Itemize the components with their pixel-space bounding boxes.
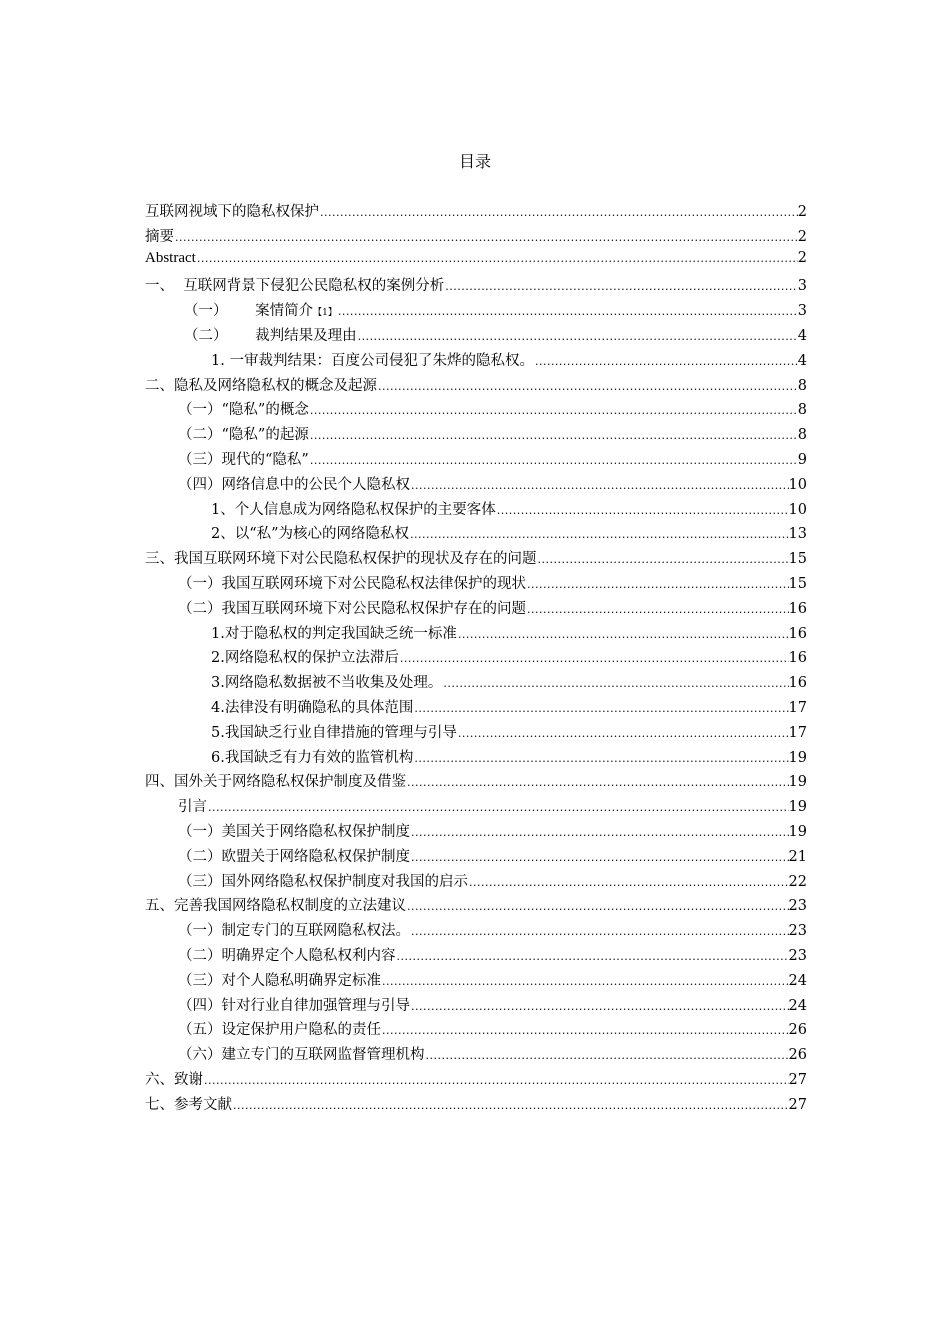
toc-entry-text: （二）明确界定个人隐私权利内容: [178, 947, 396, 964]
toc-leader-dots: [309, 429, 798, 442]
toc-entry-page: 22: [788, 873, 807, 890]
toc-entry[interactable]: [145, 646, 807, 671]
toc-entry[interactable]: [145, 374, 807, 399]
toc-leader-dots: [413, 752, 788, 765]
toc-entry-page: 15: [788, 575, 807, 592]
toc-entry-page: 19: [788, 799, 807, 816]
toc-entry[interactable]: [145, 572, 807, 597]
toc-entry-page: 13: [788, 526, 807, 543]
toc-entry-text: （二）我国互联网环境下对公民隐私权保护存在的问题: [178, 600, 526, 617]
toc-leader-dots: [496, 504, 789, 517]
toc-entry[interactable]: [145, 770, 807, 795]
toc-entry-text: （三）国外网络隐私权保护制度对我国的启示: [178, 873, 468, 890]
toc-entry-page: 19: [788, 749, 807, 766]
toc-entry[interactable]: [145, 597, 807, 622]
toc-entry-page: 26: [788, 1047, 807, 1064]
toc-entry-page: 23: [788, 923, 807, 940]
toc-entry-page: 26: [788, 1022, 807, 1039]
toc-entry[interactable]: [145, 894, 807, 919]
toc-entry[interactable]: [145, 250, 807, 275]
toc-entry-text: 5.我国缺乏行业自律措施的管理与引导: [211, 724, 457, 741]
toc-entry[interactable]: [145, 721, 807, 746]
toc-entry-text: 3.网络隐私数据被不当收集及处理。: [211, 675, 443, 692]
toc-entry-page: 23: [788, 947, 807, 964]
toc-entry[interactable]: [145, 969, 807, 994]
toc-entry-text: （二） 裁判结果及理由: [184, 327, 357, 344]
toc-entry-text: 一、 互联网背景下侵犯公民隐私权的案例分析: [145, 278, 445, 295]
toc-entry-text: 6.我国缺乏有力有效的监管机构: [211, 749, 414, 766]
toc-leader-dots: [309, 454, 798, 467]
toc-entry-text: （三）对个人隐私明确界定标准: [178, 972, 381, 989]
toc-entry-page: 8: [797, 377, 807, 394]
toc-entry-text: （二）“隐私”的起源: [178, 427, 309, 444]
toc-leader-dots: [410, 925, 789, 938]
toc-leader-dots: [207, 801, 789, 814]
toc-entry-page: 8: [797, 427, 807, 444]
toc-entry-text: 2、以“私”为核心的网络隐私权: [211, 526, 410, 543]
toc-entry-page: 19: [788, 823, 807, 840]
toc-entry-text: 1. 一审裁判结果：百度公司侵犯了朱烨的隐私权。: [211, 352, 534, 369]
toc-entry[interactable]: [145, 870, 807, 895]
toc-entry-text: （一）美国关于网络隐私权保护制度: [178, 823, 410, 840]
toc-entry-text: 七、参考文献: [145, 1096, 232, 1113]
toc-leader-dots: [406, 776, 789, 789]
toc-entry[interactable]: [145, 622, 807, 647]
toc-entry-page: 2: [797, 249, 807, 266]
toc-title: 目录: [458, 152, 491, 171]
toc-entry-page: 3: [797, 278, 807, 295]
toc-leader-dots: [526, 578, 789, 591]
toc-entry[interactable]: [145, 398, 807, 423]
toc-entry-page: 24: [788, 997, 807, 1014]
toc-entry[interactable]: [145, 820, 807, 845]
toc-entry-text: 引言: [178, 799, 207, 816]
toc-entry[interactable]: [145, 522, 807, 547]
toc-leader-dots: [377, 380, 798, 393]
toc-entry-page: 27: [788, 1071, 807, 1088]
toc-entry-text: （一）“隐私”的概念: [178, 402, 309, 419]
toc-entry[interactable]: [145, 919, 807, 944]
toc-entry-page: 10: [788, 476, 807, 493]
toc-entry-page: 4: [797, 327, 807, 344]
toc-entry[interactable]: [145, 994, 807, 1019]
toc-entry-text: 摘要: [145, 228, 174, 245]
toc-entry[interactable]: [145, 349, 807, 374]
toc-entry[interactable]: [145, 423, 807, 448]
toc-leader-dots: [410, 479, 789, 492]
toc-leader-dots: [381, 975, 789, 988]
toc-leader-dots: [468, 876, 789, 889]
toc-leader-dots: [319, 206, 798, 219]
toc-entry-text: （五）设定保护用户隐私的责任: [178, 1022, 381, 1039]
toc-entry-page: 16: [788, 675, 807, 692]
toc-entry[interactable]: [145, 225, 807, 250]
toc-entry-page: 16: [788, 625, 807, 642]
toc-entry-text: （三）现代的“隐私”: [178, 451, 309, 468]
toc-entry[interactable]: [145, 1093, 807, 1118]
toc-entry-page: 27: [788, 1096, 807, 1113]
toc-leader-dots: [203, 1074, 789, 1087]
toc-entry-page: 16: [788, 600, 807, 617]
toc-entry-text: （六）建立专门的互联网监督管理机构: [178, 1047, 425, 1064]
toc-entry-page: 19: [788, 774, 807, 791]
toc-entry-text: 五、完善我国网络隐私权制度的立法建议: [145, 898, 406, 915]
toc-entry[interactable]: [145, 448, 807, 473]
toc-entry-page: 4: [797, 352, 807, 369]
toc-leader-dots: [399, 652, 789, 665]
toc-entry-text: 四、国外关于网络隐私权保护制度及借鉴: [145, 774, 406, 791]
toc-entry[interactable]: [145, 696, 807, 721]
toc-entry-page: 2: [797, 204, 807, 220]
toc-entry-text: （四）网络信息中的公民个人隐私权: [178, 476, 410, 493]
toc-entry[interactable]: [145, 1043, 807, 1068]
toc-entry-text: 4.法律没有明确隐私的具体范围: [211, 699, 414, 716]
toc-leader-dots: [444, 280, 798, 293]
toc-leader-dots: [174, 231, 798, 244]
toc-entry[interactable]: [145, 547, 807, 572]
toc-leader-dots: [409, 528, 788, 541]
toc-entry[interactable]: （一） 案情简介 【1】 ..... 3: [145, 299, 807, 324]
toc-leader-dots: [413, 702, 788, 715]
toc-entry[interactable]: [145, 944, 807, 969]
toc-entry-text: （二）欧盟关于网络隐私权保护制度: [178, 848, 410, 865]
toc-entry-text: 互联网视域下的隐私权保护: [145, 204, 319, 220]
toc-entry-text: 1、个人信息成为网络隐私权保护的主要客体: [211, 501, 496, 518]
toc-leader-dots: [410, 826, 789, 839]
toc-entry[interactable]: [145, 324, 807, 349]
toc-leader-dots: [425, 1049, 789, 1062]
toc-entry-page: 17: [788, 724, 807, 741]
toc-entry[interactable]: [145, 845, 807, 870]
toc-entry-text: Abstract: [145, 249, 196, 266]
toc-leader-dots: [442, 677, 788, 690]
toc-entry-text: （四）针对行业自律加强管理与引导: [178, 997, 410, 1014]
toc-entry-text: （一）制定专门的互联网隐私权法。: [178, 923, 410, 940]
toc-entry-page: 23: [788, 898, 807, 915]
toc-entry[interactable]: [145, 274, 807, 299]
toc-entry-page: 8: [797, 402, 807, 419]
toc-entry-page: 3: [797, 303, 807, 320]
toc-entry[interactable]: [145, 795, 807, 820]
toc-leader-dots: [337, 305, 798, 318]
toc-entry-text: 2.网络隐私权的保护立法滞后: [211, 650, 399, 667]
toc-entry[interactable]: [145, 746, 807, 771]
toc-entry-page: 24: [788, 972, 807, 989]
toc-leader-dots: [537, 553, 789, 566]
toc-entry-page: 10: [788, 501, 807, 518]
toc-entry[interactable]: [145, 1068, 807, 1093]
toc-leader-dots: [196, 252, 798, 265]
toc-entry-text: 二、隐私及网络隐私权的概念及起源: [145, 377, 377, 394]
toc-leader-dots: [357, 330, 798, 343]
toc-entry-page: 21: [788, 848, 807, 865]
toc-list: [145, 200, 807, 1117]
toc-entry-page: 16: [788, 650, 807, 667]
toc-entry[interactable]: [145, 200, 807, 225]
toc-entry[interactable]: [145, 498, 807, 523]
toc-leader-dots: [526, 603, 789, 616]
toc-entry-page: 9: [797, 451, 807, 468]
toc-leader-dots: [457, 727, 789, 740]
toc-leader-dots: [232, 1099, 789, 1112]
toc-entry-text: （一）我国互联网环境下对公民隐私权法律保护的现状: [178, 575, 526, 592]
toc-entry-page: 15: [788, 551, 807, 568]
toc-leader-dots: [457, 628, 789, 641]
toc-entry-text: 三、我国互联网环境下对公民隐私权保护的现状及存在的问题: [145, 551, 537, 568]
toc-leader-dots: [309, 404, 798, 417]
toc-leader-dots: [406, 900, 789, 913]
toc-entry-text: 六、致谢: [145, 1071, 203, 1088]
toc-entry-page: 2: [797, 228, 807, 245]
toc-leader-dots: [396, 950, 789, 963]
toc-leader-dots: [410, 1000, 789, 1013]
toc-entry[interactable]: [145, 1018, 807, 1043]
toc-entry[interactable]: [145, 473, 807, 498]
toc-leader-dots: [410, 851, 789, 864]
toc-leader-dots: [381, 1024, 789, 1037]
toc-entry-page: 17: [788, 699, 807, 716]
toc-entry[interactable]: [145, 671, 807, 696]
toc-entry-text: （一） 案情简介: [184, 303, 314, 320]
toc-entry-text: 1.对于隐私权的判定我国缺乏统一标准: [211, 625, 457, 642]
toc-leader-dots: [534, 355, 798, 368]
